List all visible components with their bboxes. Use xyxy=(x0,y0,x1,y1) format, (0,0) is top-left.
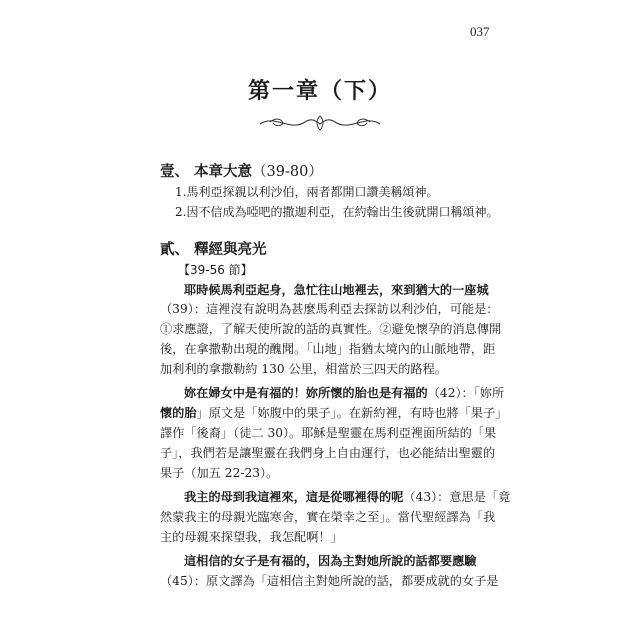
text-line: ①求應證，了解天使所說的話的真實性。②避免懷孕的消息傳開 xyxy=(160,322,502,336)
text-line: 主的母親來探望我，我怎配啊！」 xyxy=(160,530,343,544)
chapter-title: 第一章（下） xyxy=(247,78,392,104)
section-heading-summary-range: （39-80） xyxy=(252,164,323,180)
text-line: 這相信的女子是有福的，因為主對她所說的話都要應驗 xyxy=(184,554,477,568)
text-line: 子」，我們若是讓聖靈在我們身上自由運行，也必能結出聖靈的 xyxy=(160,446,496,460)
text-line: 加利利的拿撒勒約 130 公里，相當於三四天的路程。 xyxy=(160,362,447,376)
section-heading-exegesis: 貳、 釋經與亮光 xyxy=(160,241,267,258)
text-line: （39）：這裡沒有說明為甚麼馬利亞去探訪以利沙伯，可能是： xyxy=(160,302,499,316)
ornament-flourish-icon xyxy=(255,110,385,134)
page-number: 037 xyxy=(470,24,490,39)
text-line: 妳在婦女中是有福的！妳所懷的胎也是有福的（42）：「妳所 xyxy=(184,386,505,400)
text-line: 譯作「後裔」（徒二 30）。耶穌是聖靈在馬利亞裡面所結的「果 xyxy=(160,426,497,440)
section-heading-summary xyxy=(160,160,323,181)
text-line: 我主的母到我這裡來，這是從哪裡得的呢（43）：意思是「竟 xyxy=(184,490,511,504)
summary-item-2: 2.因不信成為啞吧的撒迦利亞，在約翰出生後就開口稱頌神。 xyxy=(175,205,499,219)
text-line: （45）：原文譯為「這相信主對她所說的話，都要成就的女子是 xyxy=(160,574,499,588)
text-line: 後，在拿撒勒出現的醜聞。「山地」指猶太境內的山脈地帶，距 xyxy=(160,342,496,356)
text-line: 然蒙我主的母親光臨寒舍，實在榮幸之至」。當代聖經譯為「我 xyxy=(160,510,496,524)
text-line: 果子（加五 22-23）。 xyxy=(160,466,279,480)
verse-range-tag: 【39-56 節】 xyxy=(178,263,253,277)
summary-item-1: 1.馬利亞探親以利沙伯，兩者都開口讚美稱頌神。 xyxy=(175,185,439,199)
text-line: 懷的胎」原文是「妳腹中的果子」。在新約裡，有時也將「果子」 xyxy=(160,406,508,420)
text-line: 耶時候馬利亞起身，急忙往山地裡去，來到猶大的一座城 xyxy=(184,283,489,297)
section-heading-summary-label: 壹、 本章大意 xyxy=(160,163,253,180)
